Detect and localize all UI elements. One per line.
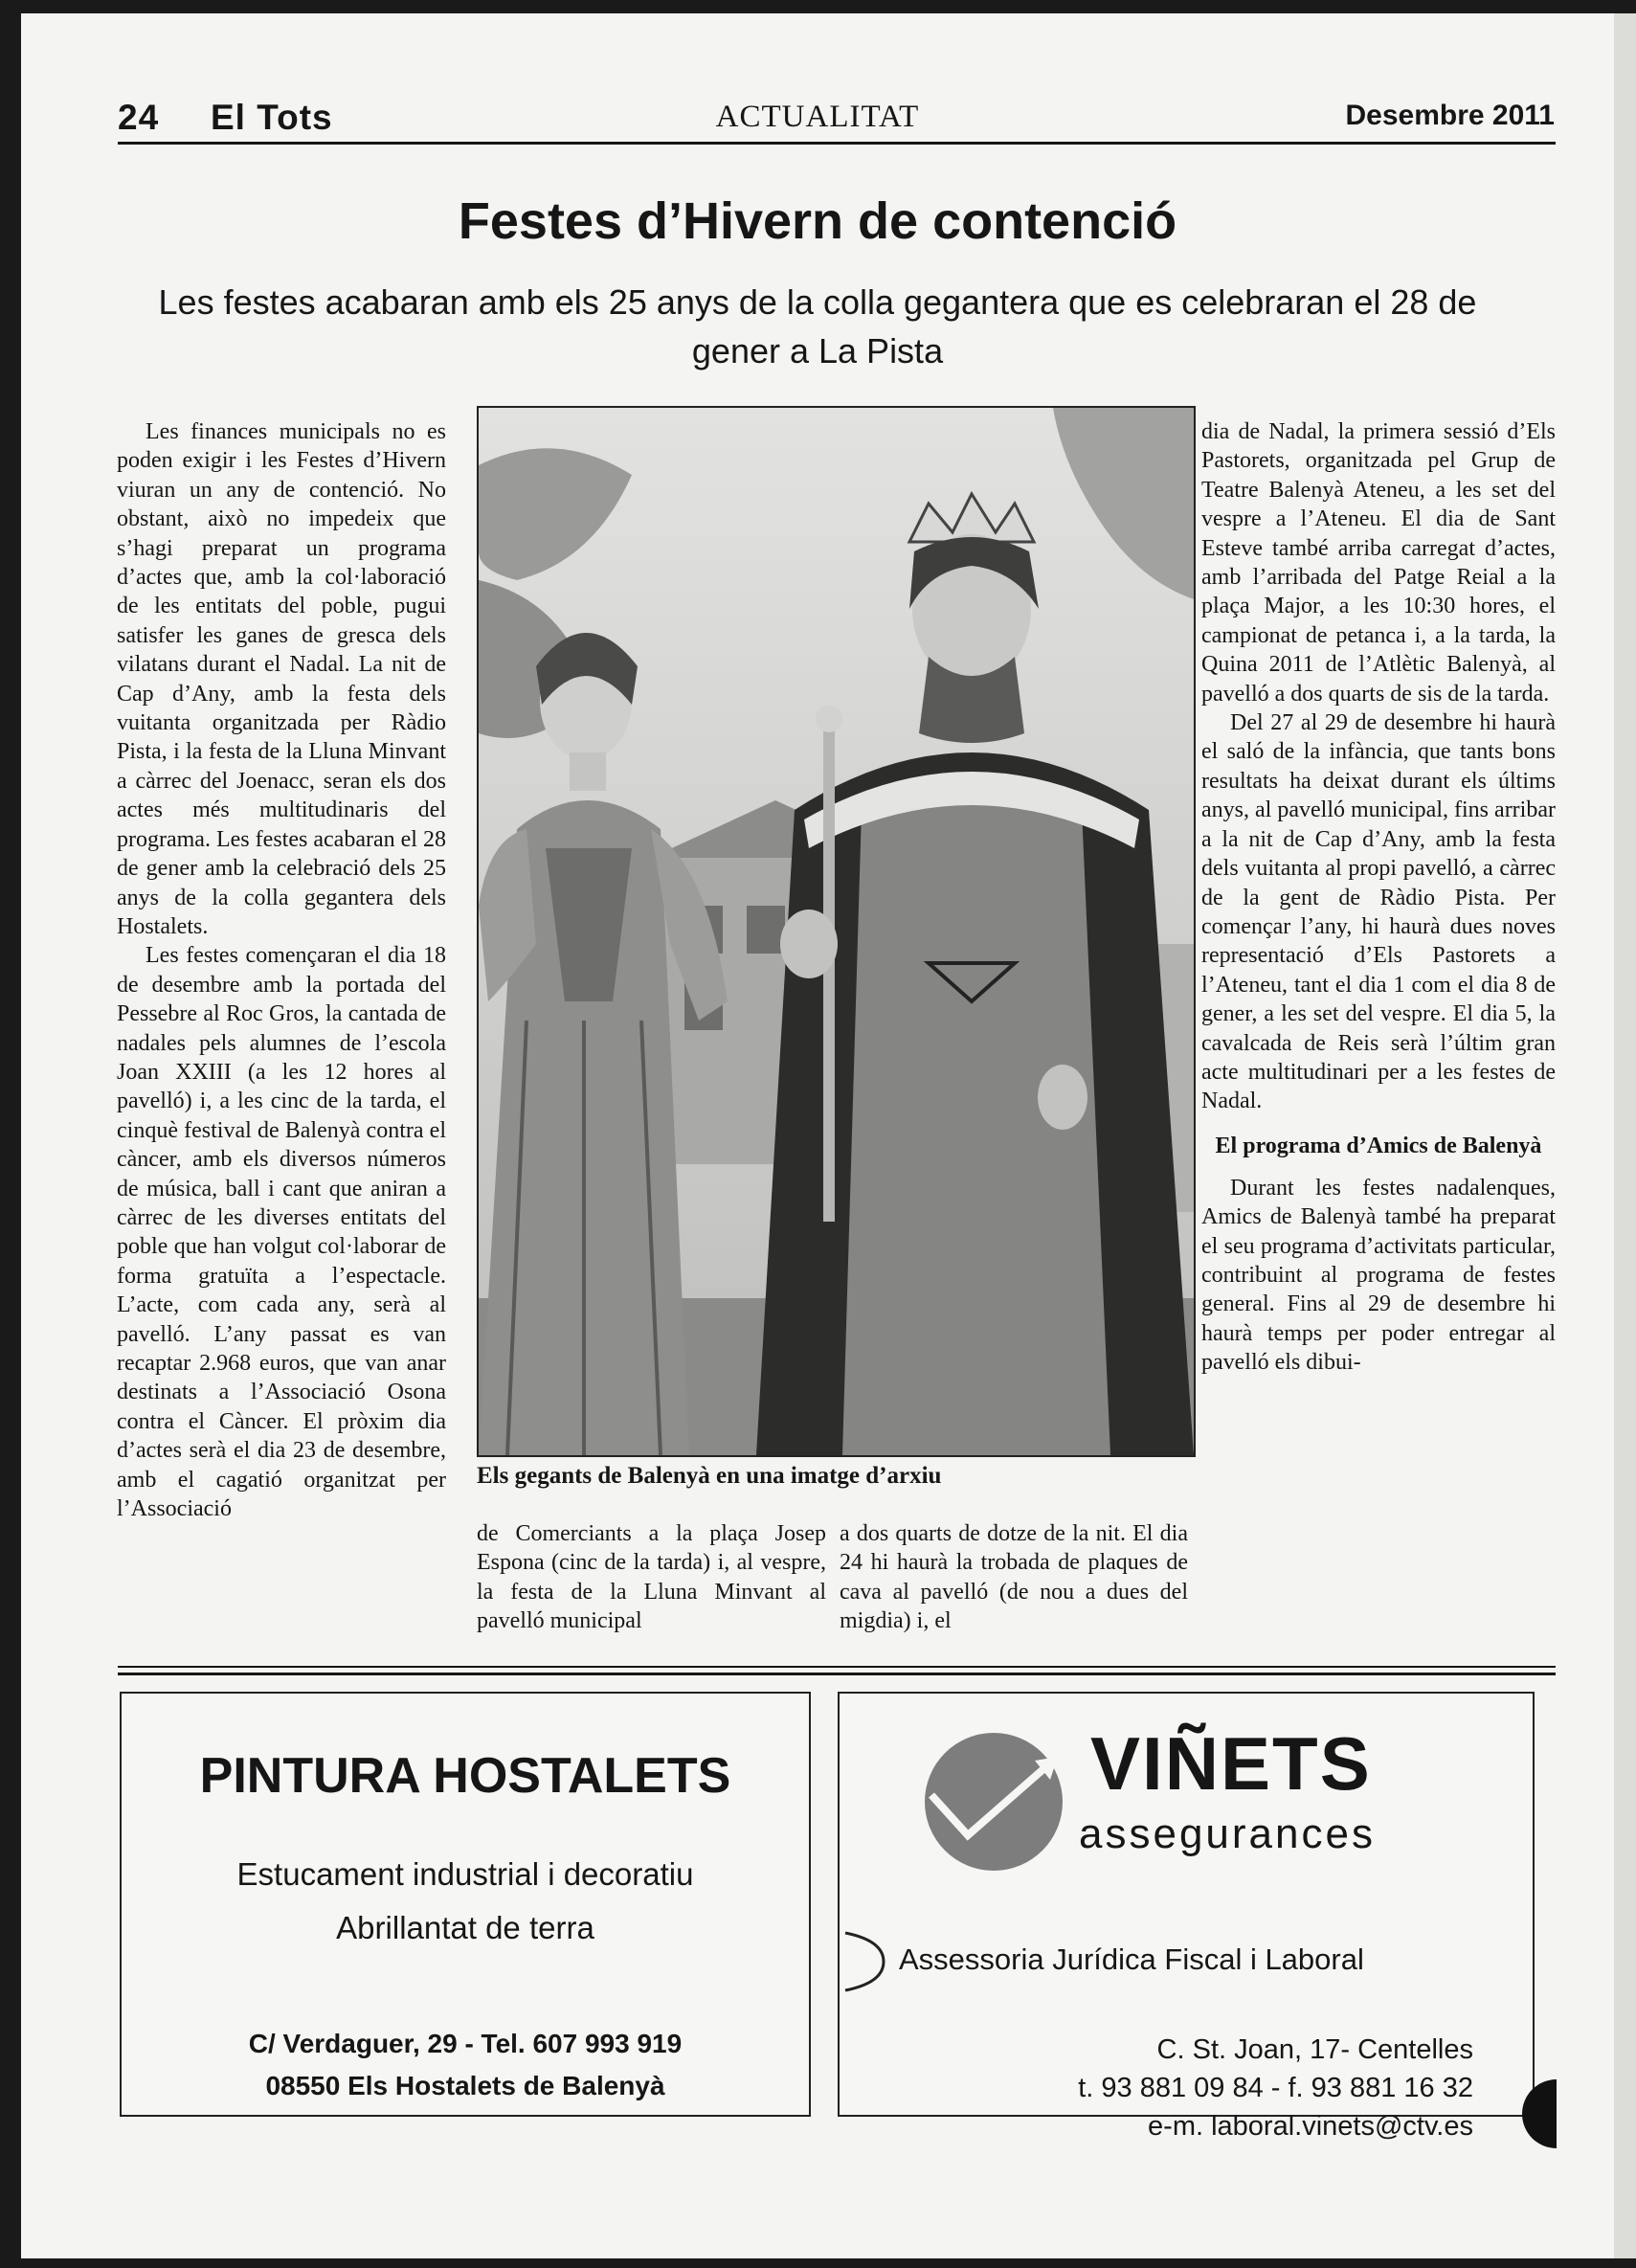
paragraph: dia de Nadal, la primera sessió d’Els Pastorets, organitzada pel Grup de Teatre Balenyà Ateneu, a les set del vespre a l’Ateneu. El dia de Sant Esteve també arriba carregat d’actes, amb l’arribada del Patge Reial a la plaça Major, a les 10:30 hores, el campionat de petanca i, a la tarda, la Quina 2011 de l’Atlètic Balenyà, al pavelló a dos quarts de sis de la tarda. — [1201, 419, 1556, 707]
bracket-icon — [840, 1931, 887, 1992]
text-column-3 — [1201, 417, 1556, 1652]
ad-city: 08550 Els Hostalets de Balenyà — [265, 2071, 665, 2100]
paragraph: Les finances municipals no es poden exigir i les Festes d’Hivern viuran un any de contenció. No obstant, això no impedeix que s’hagi preparat un programa d’actes que, amb la col·laboració de les entitats del poble, pugui satisfer les ganes de gresca dels vilatans durant el Nadal. La nit de Cap d’Any, amb la festa dels vuitanta organitzada per Ràdio Pista, i la festa de la Lluna Minvant a càrrec del Joenacc, seran els dos actes més multitudinaris del programa. Les festes acabaran el 28 de gener amb la celebració dels 25 anys de la colla gegantera dels Hostalets. — [117, 419, 446, 939]
ad-brand: VIÑETS — [1090, 1721, 1372, 1806]
text-column-2b — [840, 1519, 1188, 1653]
photo-caption: Els gegants de Balenyà en una imatge d’arxiu — [477, 1463, 942, 1489]
text-column-2a — [477, 1519, 826, 1653]
footer-rule — [118, 1673, 1556, 1675]
footer-rule — [118, 1666, 1556, 1668]
ad-address: C/ Verdaguer, 29 - Tel. 607 993 919 — [248, 2029, 683, 2058]
vinets-logo-icon — [922, 1730, 1065, 1874]
ad-email: e-m. laboral.vinets@ctv.es — [1148, 2111, 1473, 2142]
ad-service: Assessoria Jurídica Fiscal i Laboral — [899, 1942, 1364, 1976]
paragraph: Les festes començaran el dia 18 de desembre amb la portada del Pessebre al Roc Gros, la cantada de nadales pels alumnes de l’escola Joan XXIII (a les 12 hores al pavelló) i, a les cinc de la tarda, el cinquè festival de Balenyà contra el càncer, amb els diversos números de música, ball i cant que aniran a càrrec de les diverses entitats del poble que han volgut col·laborar de forma gratuïta a l’espectacle. L’acte, com cada any, serà al pavelló. L’any passat es van recaptar 2.968 euros, que van anar destinats a l’Associació Osona contra el Càncer. El pròxim dia d’actes serà el dia 23 de desembre, amb el cagatió organitzat per l’Associació — [117, 943, 446, 1522]
paragraph: de Comerciants a la plaça Josep Espona (cinc de la tarda) i, al vespre, la festa de la Lluna Minvant al pavelló municipal — [477, 1521, 826, 1634]
paragraph: Durant les festes nadalenques, Amics de Balenyà també ha preparat el seu programa d’activitats particular, contribuint al programa de festes general. Fins al 29 de desembre hi haurà temps per poder entregar al pavelló els dibui- — [1201, 1175, 1556, 1376]
magazine-page — [21, 13, 1614, 2258]
ad-brand-sub: assegurances — [1079, 1810, 1376, 1857]
giants-photo — [477, 406, 1196, 1457]
ad-vinets — [838, 1692, 1535, 2142]
subheading: El programa d’Amics de Balenyà — [1215, 1133, 1542, 1158]
article-title: Festes d’Hivern de contenció — [458, 192, 1177, 250]
paragraph: Del 27 al 29 de desembre hi haurà el saló de la infància, que tants bons resultats ha deixat durant els últims anys, al pavelló municipal, fins arribar a la nit de Cap d’Any, amb la festa dels vuitanta al propi pavelló, a càrrec de la gent de Ràdio Pista. Per començar l’any, hi haurà dues noves representació d’Els Pastorets a l’Ateneu, tant el dia 1 com el dia 8 de gener, a les set del vespre. El dia 5, la cavalcada de Reis serà l’últim gran acte multitudinari per a les festes de Nadal. — [1201, 710, 1556, 1114]
half-circle-icon — [1507, 2079, 1557, 2148]
ad-address: C. St. Joan, 17- Centelles — [1156, 2034, 1473, 2065]
adjacent-page-edge — [1614, 13, 1636, 2258]
text-column-1 — [117, 417, 446, 1652]
page-number: 24 — [118, 98, 160, 137]
ad-pintura-hostalets — [120, 1692, 811, 2117]
ad-line: Estucament industrial i decoratiu — [236, 1856, 694, 1892]
article-subtitle: Les festes acabaran amb els 25 anys de la colla gegantera que es celebraran el 28 de gener a La Pista — [158, 282, 1477, 371]
header-rule — [118, 142, 1556, 145]
paragraph: a dos quarts de dotze de la nit. El dia 24 hi haurà la trobada de plaques de cava al pavelló (de nou a dues del migdia) i, el — [840, 1521, 1188, 1634]
issue-date: Desembre 2011 — [1345, 100, 1555, 131]
section-label: ACTUALITAT — [715, 100, 920, 134]
ad-phones: t. 93 881 09 84 - f. 93 881 16 32 — [1078, 2073, 1473, 2103]
ad-line: Abrillantat de terra — [336, 1910, 594, 1945]
publication-name: El Tots — [211, 98, 333, 137]
ad-title: PINTURA HOSTALETS — [199, 1748, 731, 1804]
